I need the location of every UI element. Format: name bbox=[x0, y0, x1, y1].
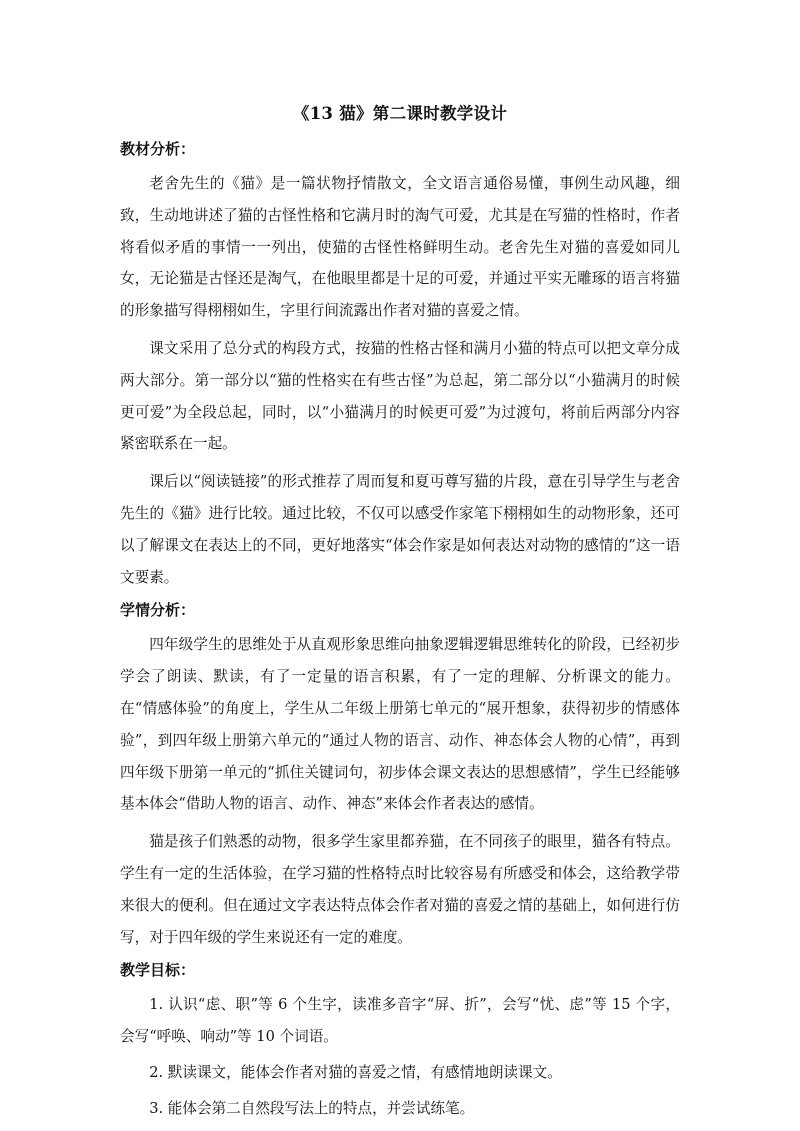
section-heading-student-analysis: 学情分析： bbox=[120, 601, 196, 620]
section-teaching-goals bbox=[120, 959, 680, 1124]
page-title: 《13 猫》第二课时教学设计 bbox=[292, 104, 508, 123]
paragraph: 猫是孩子们熟悉的动物，很多学生家里都养猫，在不同孩子的眼里，猫各有特点。学生有一定的生活体验，在学习猫的性格特点时比较容易有所感受和体会，这给教学带来很大的便利。但在通过文字表达特点体会作者对猫的喜爱之情的基础上，如何进行仿写，对于四年级的学生来说还有一定的难度。 bbox=[120, 833, 680, 946]
section-heading-teaching-goals: 教学目标： bbox=[120, 961, 196, 980]
section-heading-textbook-analysis: 教材分析： bbox=[120, 140, 196, 158]
goal-item: 3. 能体会第二自然段写法上的特点，并尝试练笔。 bbox=[149, 1099, 475, 1117]
paragraph: 课文采用了总分式的构段方式，按猫的性格古怪和满月小猫的特点可以把文章分成两大部分。第一部分以“猫的性格实在有些古怪”为总起，第二部分以“小猫满月的时候更可爱”为全段总起，同时，以“小猫满月的时候更可爱”为过渡句，将前后两部分内容紧密联系在一起。 bbox=[120, 339, 680, 453]
paragraph: 老舍先生的《猫》是一篇状物抒情散文，全文语言通俗易懂，事例生动风趣，细致，生动地讲述了猫的古怪性格和它满月时的淘气可爱，尤其是在写猫的性格时，作者将看似矛盾的事情一一列出，使猫的古怪性格鲜明生动。老舍先生对猫的喜爱如同儿女，无论猫是古怪还是淘气，在他眼里都是十足的可爱，并通过平实无雕琢的语言将猫的形象描写得栩栩如生，字里行间流露出作者对猫的喜爱之情。 bbox=[120, 175, 680, 320]
section-textbook-analysis bbox=[120, 138, 680, 593]
paragraph: 课后以“阅读链接”的形式推荐了周而复和夏丏尊写猫的片段，意在引导学生与老舍先生的《猫》进行比较。通过比较，不仅可以感受作家笔下栩栩如生的动物形象，还可以了解课文在表达上的不同，更好地落实“体会作家是如何表达对动物的感情的”这一语文要素。 bbox=[120, 473, 680, 586]
section-student-analysis bbox=[120, 599, 680, 953]
document-body bbox=[120, 102, 680, 1129]
paragraph: 四年级学生的思维处于从直观形象思维向抽象逻辑逻辑思维转化的阶段，已经初步学会了朗读、默读，有了一定量的语言积累，有了一定的理解、分析课文的能力。在“情感体验”的角度上，学生从二年级上册第七单元的“展开想象，获得初步的情感体验”，到四年级上册第六单元的“通过人物的语言、动作、神态体会人物的心情”，再到四年级下册第一单元的“抓住关键词句，初步体会课文表达的思想感情”，学生已经能够基本体会“借助人物的语言、动作、神态”来体会作者表达的感情。 bbox=[120, 636, 680, 813]
goal-item: 1. 认识“虑、职”等 6 个生字，读准多音字“屏、折”，会写“忧、虑”等 15 个字，会写“呼唤、响动”等 10 个词语。 bbox=[120, 996, 680, 1046]
goal-item: 2. 默读课文，能体会作者对猫的喜爱之情，有感情地朗读课文。 bbox=[149, 1063, 562, 1081]
